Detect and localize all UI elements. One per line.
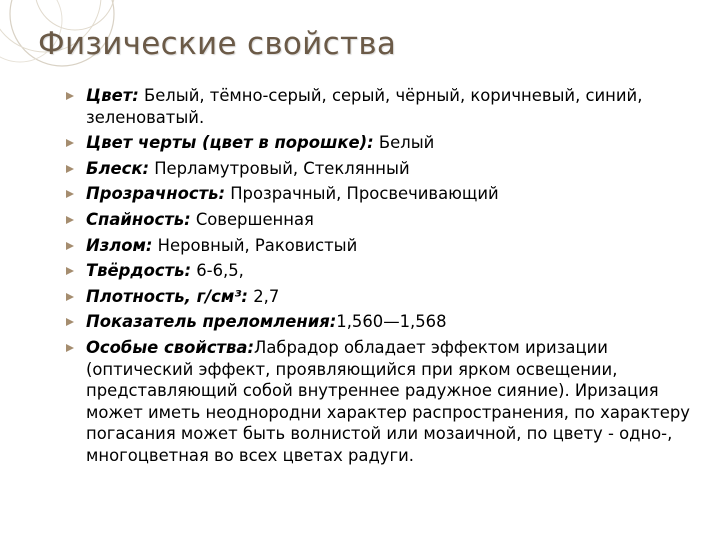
triangle-bullet-icon: [66, 318, 74, 326]
slide-title: Физические свойства: [38, 26, 397, 62]
list-item: [66, 132, 706, 154]
property-value: 1,560—1,568: [336, 312, 447, 332]
properties-list: [66, 85, 706, 471]
property-value: Перламутровый, Стеклянный: [149, 158, 410, 178]
triangle-bullet-icon: [66, 242, 74, 250]
triangle-bullet-icon: [66, 165, 74, 173]
list-item: [66, 209, 706, 231]
triangle-bullet-icon: [66, 92, 74, 100]
list-item: [66, 286, 706, 308]
property-label: Особые свойства:: [86, 337, 255, 357]
property-label: Излом:: [86, 235, 153, 255]
triangle-bullet-icon: [66, 344, 74, 352]
property-value: Неровный, Раковистый: [152, 235, 358, 255]
property-value: Совершенная: [190, 209, 314, 229]
property-value: 2,7: [247, 286, 280, 306]
property-label: Цвет черты (цвет в порошке):: [86, 133, 374, 153]
triangle-bullet-icon: [66, 190, 74, 198]
property-label: Показатель преломления:: [86, 312, 337, 332]
triangle-bullet-icon: [66, 216, 74, 224]
list-item: [66, 235, 706, 257]
triangle-bullet-icon: [66, 293, 74, 301]
property-label: Плотность, г/см³:: [86, 286, 248, 306]
list-item: [66, 337, 706, 467]
property-value: Лабрадор обладает эффектом иризации (оптический эффект, проявляющийся при ярком освещении, представляющий собой внутреннее радужное сияние). Иризация может иметь неоднородни характер распространения, по характеру погасания может быть волнистой или мозаичной, по цвету - одно-, многоцветная во всех цветах радуги.: [86, 337, 690, 465]
property-value: Белый: [373, 133, 435, 153]
list-item: [66, 260, 706, 282]
list-item: [66, 311, 706, 333]
property-label: Спайность:: [86, 209, 191, 229]
triangle-bullet-icon: [66, 139, 74, 147]
list-item: [66, 183, 706, 205]
property-label: Прозрачность:: [86, 184, 226, 204]
property-label: Твёрдость:: [86, 261, 192, 281]
property-value: Прозрачный, Просвечивающий: [225, 184, 499, 204]
property-value: Белый, тёмно-серый, серый, чёрный, коричневый, синий, зеленоватый.: [86, 86, 643, 127]
list-item: [66, 85, 706, 128]
property-value: 6-6,5,: [191, 261, 244, 281]
property-label: Блеск:: [86, 158, 150, 178]
triangle-bullet-icon: [66, 267, 74, 275]
list-item: [66, 158, 706, 180]
property-label: Цвет:: [86, 86, 139, 105]
